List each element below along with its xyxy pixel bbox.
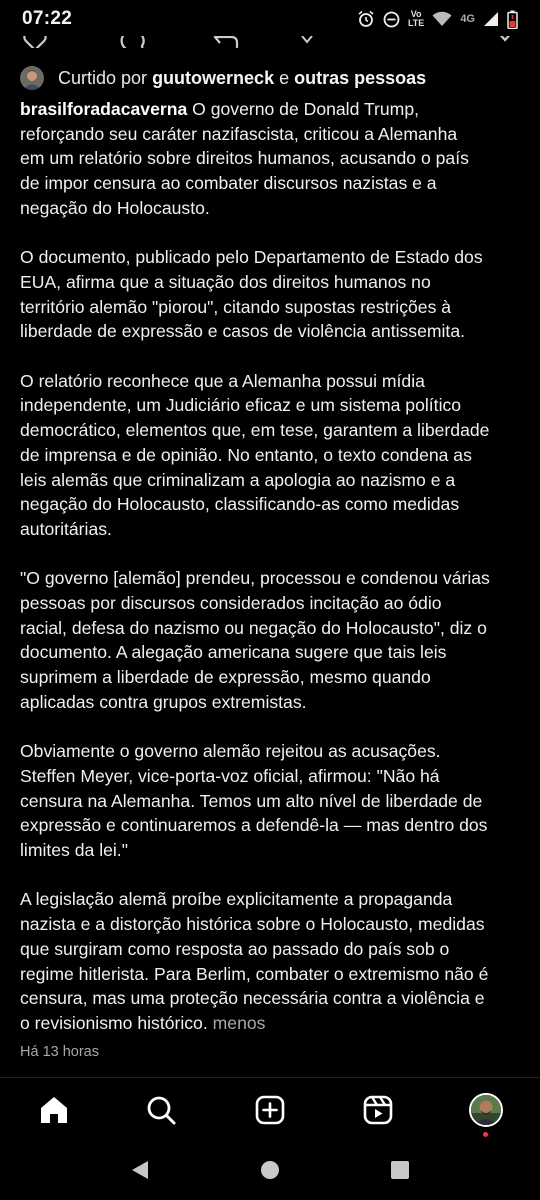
post-timestamp: Há 13 horas xyxy=(20,1044,99,1060)
caption-text: o revisionismo histórico. xyxy=(20,1012,208,1033)
network-label: 4G xyxy=(460,13,475,25)
caption-line: território alemão "piorou", citando supostas restrições à xyxy=(20,296,452,317)
liked-by-others[interactable]: outras pessoas xyxy=(294,67,427,88)
caption-line: de impor censura ao combater discursos nazistas e a xyxy=(20,173,437,194)
liked-by-text xyxy=(58,68,426,89)
liked-by-user[interactable]: guutowerneck xyxy=(152,67,275,88)
caption-line: de imprensa e de opinião. No entanto, o texto condena as xyxy=(20,444,472,465)
signal-icon xyxy=(483,11,499,27)
caption-line: negação do Holocausto. xyxy=(20,197,210,218)
caption-text: O governo de Donald Trump, xyxy=(192,99,420,119)
caption-line: aplicadas contra grupos extremistas. xyxy=(20,691,307,712)
reels-icon[interactable] xyxy=(360,1092,396,1128)
caption-line: leis alemãs que criminalizam a apologia ao nazismo e a xyxy=(20,469,456,490)
caption-line: liberdade de expressão e casos de violência antissemita. xyxy=(20,321,465,342)
caption-line: censura na Alemanha. Temos um alto nível de liberdade de xyxy=(20,790,483,811)
caption-line: negação do Holocausto, classificando-as como medidas xyxy=(20,494,460,515)
search-icon[interactable] xyxy=(143,1092,179,1128)
wifi-icon xyxy=(432,11,452,27)
status-bar xyxy=(0,0,540,36)
caption-line: racial, defesa do nazismo ou negação do Holocausto", diz o xyxy=(20,617,487,638)
create-post-icon[interactable] xyxy=(252,1092,288,1128)
battery-icon xyxy=(507,10,518,29)
caption-line: expressão e continuaremos a defendê-la — mas dentro dos xyxy=(20,815,488,836)
caption-line: nazista e a distorção histórica sobre o Holocausto, medidas xyxy=(20,914,485,935)
caption-line xyxy=(20,1011,524,1036)
home-circle-icon[interactable] xyxy=(258,1158,282,1182)
caption-paragraph xyxy=(20,245,524,344)
caption-line: censura, mas uma proteção necessária contra a violência e xyxy=(20,988,485,1009)
volte-icon xyxy=(408,10,424,28)
volte-top: Vo xyxy=(410,9,422,19)
back-icon[interactable] xyxy=(128,1158,152,1182)
caption-line: democrático, elementos que, em tese, garantem a liberdade xyxy=(20,420,490,441)
liker-avatar[interactable] xyxy=(20,66,44,90)
system-nav-bar xyxy=(0,1141,540,1200)
caption-line: EUA, afirma que a situação dos direitos humanos no xyxy=(20,271,431,292)
caption-line: reforçando seu caráter nazifascista, criticou a Alemanha xyxy=(20,123,458,144)
caption-line: pessoas por discursos considerados incitação ao ódio xyxy=(20,593,442,614)
status-time: 07:22 xyxy=(22,8,73,29)
caption-username[interactable]: brasilforadacaverna xyxy=(20,99,188,119)
status-icons xyxy=(357,8,518,30)
caption-paragraph xyxy=(20,739,524,863)
alarm-icon xyxy=(357,10,375,28)
caption-paragraph xyxy=(20,369,524,542)
avatar xyxy=(469,1093,503,1127)
caption-line: que surgiram como resposta ao passado do país sob o xyxy=(20,938,450,959)
caption-paragraph xyxy=(20,566,524,714)
profile-avatar[interactable] xyxy=(468,1092,504,1128)
caption-line: autoritárias. xyxy=(20,518,112,539)
notification-dot xyxy=(483,1132,488,1137)
liked-by-prefix: Curtido por xyxy=(58,67,148,88)
home-icon[interactable] xyxy=(36,1092,72,1128)
caption-line: limites da lei." xyxy=(20,840,128,861)
caption-line: documento. A alegação americana sugere que tais leis xyxy=(20,642,447,663)
volte-bottom: LTE xyxy=(407,18,425,28)
recents-icon[interactable] xyxy=(388,1158,412,1182)
caption-less-link[interactable]: menos xyxy=(212,1012,266,1033)
post-caption xyxy=(20,97,524,1036)
caption-line: O documento, publicado pelo Departamento de Estado dos xyxy=(20,247,483,268)
do-not-disturb-icon xyxy=(383,11,400,28)
caption-line: O relatório reconhece que a Alemanha possui mídia xyxy=(20,370,425,391)
caption-line: suprimem a liberdade de expressão, mesmo quando xyxy=(20,667,431,688)
bottom-nav xyxy=(0,1077,540,1142)
caption-line: independente, um Judiciário eficaz e um sistema político xyxy=(20,395,462,416)
liked-by-joiner: e xyxy=(279,67,290,88)
caption-line xyxy=(20,97,524,122)
caption-line: Obviamente o governo alemão rejeitou as acusações. xyxy=(20,741,441,762)
caption-line: em um relatório sobre direitos humanos, acusando o país xyxy=(20,148,469,169)
caption-line: regime hitlerista. Para Berlim, combater o extremismo não é xyxy=(20,963,489,984)
caption-paragraph xyxy=(20,887,524,1035)
caption-line: Steffen Meyer, vice-porta-voz oficial, afirmou: "Não há xyxy=(20,765,440,786)
caption-paragraph xyxy=(20,97,524,221)
liked-by-row[interactable] xyxy=(20,64,520,92)
caption-line: "O governo [alemão] prendeu, processou e condenou várias xyxy=(20,568,490,589)
caption-line: A legislação alemã proíbe explicitamente a propaganda xyxy=(20,889,453,910)
